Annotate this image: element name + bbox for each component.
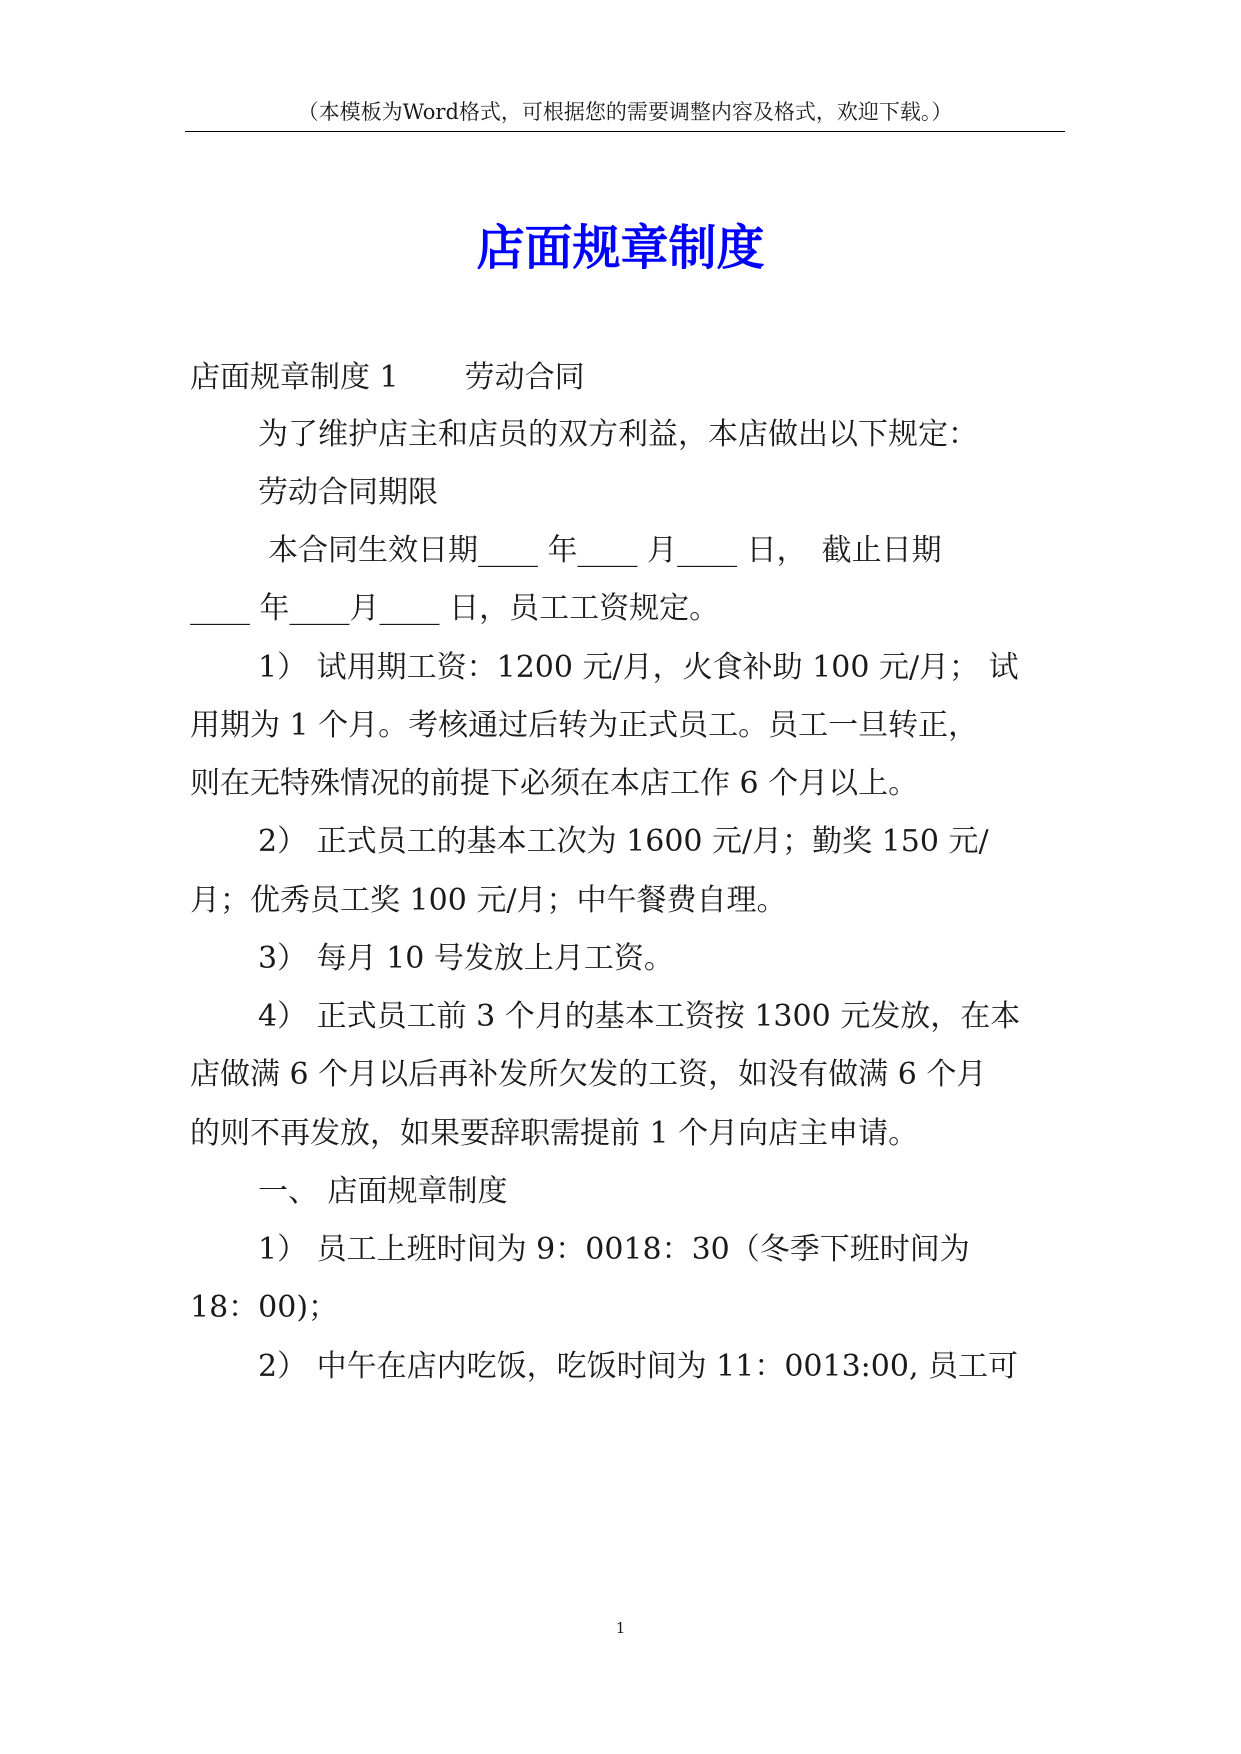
paragraph-line: 为了维护店主和店员的双方利益，本店做出以下规定：	[258, 417, 978, 452]
paragraph-line: 18：00)；	[190, 1290, 339, 1325]
paragraph-line: 用期为 1 个月。考核通过后转为正式员工。员工一旦转正，	[190, 708, 979, 743]
paragraph-line: 店做满 6 个月以后再补发所欠发的工资，如没有做满 6 个月	[190, 1057, 987, 1092]
page-number: 1	[615, 1619, 626, 1637]
document-title: 店面规章制度	[476, 220, 765, 276]
paragraph-line: 劳动合同期限	[258, 475, 438, 510]
paragraph-line: 则在无特殊情况的前提下必须在本店工作 6 个月以上。	[190, 766, 919, 801]
paragraph-line: 本合同生效日期____ 年____ 月____ 日， 截止日期	[268, 533, 942, 568]
paragraph-line: 的则不再发放，如果要辞职需提前 1 个月向店主申请。	[190, 1116, 919, 1151]
header-note: （本模板为Word格式，可根据您的需要调整内容及格式，欢迎下载。）	[297, 100, 953, 124]
section-heading-right: 劳动合同	[464, 360, 585, 395]
paragraph-line: 2） 中午在店内吃饭，吃饭时间为 11：0013:00, 员工可	[258, 1349, 1019, 1384]
header-divider	[185, 131, 1065, 132]
paragraph-line: 1） 员工上班时间为 9：0018：30（冬季下班时间为	[258, 1232, 970, 1267]
section-heading	[190, 358, 1060, 398]
paragraph-line: 1） 试用期工资：1200 元/月，火食补助 100 元/月； 试	[258, 650, 1019, 685]
paragraph-line: 月；优秀员工奖 100 元/月；中午餐费自理。	[190, 883, 787, 918]
paragraph-line: 一、 店面规章制度	[258, 1174, 508, 1209]
paragraph-line: 3） 每月 10 号发放上月工资。	[258, 941, 674, 976]
paragraph-line: 2） 正式员工的基本工次为 1600 元/月；勤奖 150 元/	[258, 824, 989, 859]
section-heading-left: 店面规章制度 1	[190, 360, 399, 395]
paragraph-line: ____ 年____月____ 日，员工工资规定。	[190, 591, 720, 626]
paragraph-line: 4） 正式员工前 3 个月的基本工资按 1300 元发放，在本	[258, 999, 1021, 1034]
